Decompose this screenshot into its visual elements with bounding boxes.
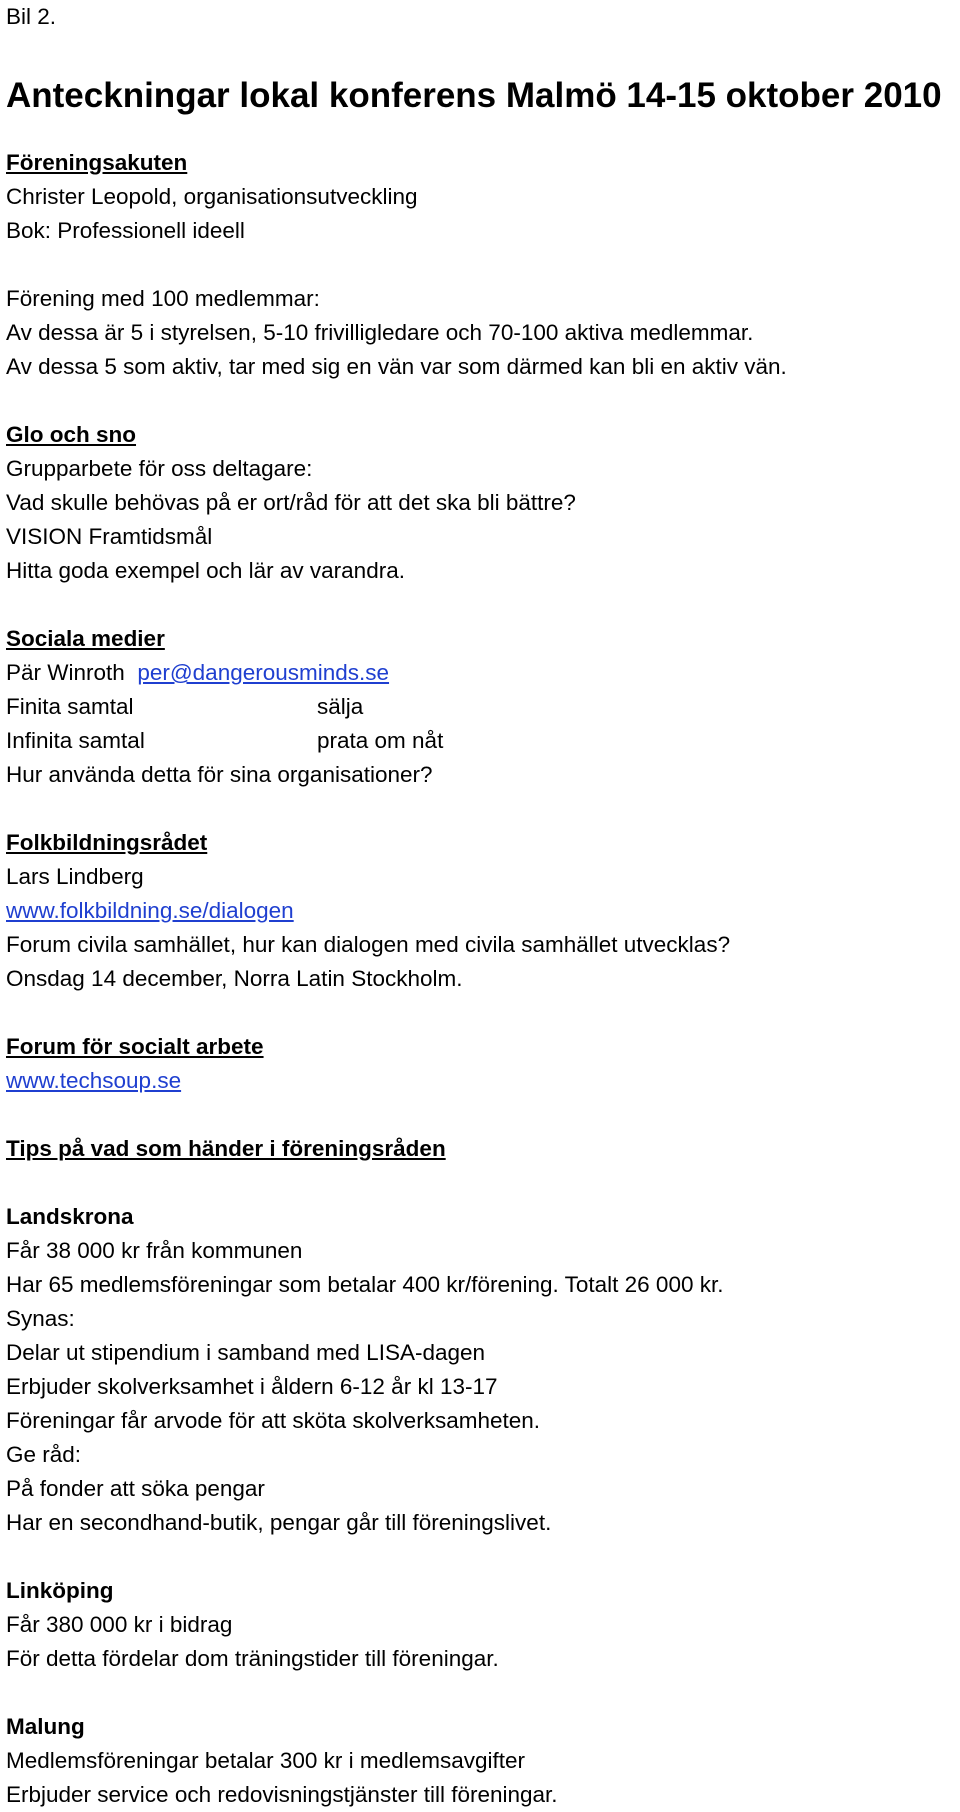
text-line: Får 380 000 kr i bidrag [6,1612,233,1637]
section-heading-sociala-medier: Sociala medier [6,626,165,651]
text-line: Av dessa är 5 i styrelsen, 5-10 frivilligledare och 70-100 aktiva medlemmar. [6,320,754,345]
subheading-landskrona: Landskrona [6,1204,134,1229]
text-line: Förening med 100 medlemmar: [6,286,320,311]
row-left-text: Finita samtal [6,694,134,719]
text-line: Delar ut stipendium i samband med LISA-dagen [6,1340,486,1365]
text-line: Grupparbete för oss deltagare: [6,456,313,481]
blank-line [6,384,956,418]
section-heading-foreningsakuten: Föreningsakuten [6,150,188,175]
section-heading-glo-och-sno: Glo och sno [6,422,137,447]
text-line: Medlemsföreningar betalar 300 kr i medlemsavgifter [6,1748,525,1773]
text-line: Har en secondhand-butik, pengar går till föreningslivet. [6,1510,552,1535]
two-column-row [6,724,956,758]
section-heading-tips: Tips på vad som händer i föreningsråden [6,1136,446,1161]
blank-line [6,1098,956,1132]
text-line: Får 38 000 kr från kommunen [6,1238,303,1263]
subheading-malung: Malung [6,1714,85,1739]
blank-line [6,1676,956,1710]
document-page [6,0,956,1812]
text-line: Föreningar får arvode för att sköta skolverksamheten. [6,1408,541,1433]
section-heading-forum: Forum för socialt arbete [6,1034,264,1059]
text-line: Onsdag 14 december, Norra Latin Stockholm. [6,966,463,991]
techsoup-link[interactable]: www.techsoup.se [6,1068,182,1093]
folkbildning-link[interactable]: www.folkbildning.se/dialogen [6,898,294,923]
two-column-row [6,690,956,724]
text-line: Av dessa 5 som aktiv, tar med sig en vän var som därmed kan bli en aktiv vän. [6,354,787,379]
blank-line [6,588,956,622]
document-title: Anteckningar lokal konferens Malmö 14-15 oktober 2010 [6,76,942,115]
contact-person: Lars Lindberg [6,864,144,889]
text-line: Har 65 medlemsföreningar som betalar 400 kr/förening. Totalt 26 000 kr. [6,1272,724,1297]
contact-person: Pär Winroth [6,660,125,685]
text-line: Erbjuder skolverksamhet i åldern 6-12 år kl 13-17 [6,1374,498,1399]
text-line: Bok: Professionell ideell [6,218,245,243]
text-line: Hitta goda exempel och lär av varandra. [6,558,405,583]
blank-line [6,1166,956,1200]
row-right-text: prata om nåt [317,728,444,753]
text-line: Ge råd: [6,1442,82,1467]
subheading-linkoping: Linköping [6,1578,114,1603]
attachment-label: Bil 2. [6,4,57,29]
text-line: Erbjuder service och redovisningstjänster till föreningar. [6,1782,558,1807]
blank-line [6,1540,956,1574]
section-heading-folkbildningsradet: Folkbildningsrådet [6,830,208,855]
text-line: Christer Leopold, organisationsutveckling [6,184,418,209]
text-line: VISION Framtidsmål [6,524,213,549]
text-line: På fonder att söka pengar [6,1476,265,1501]
text-line: Vad skulle behövas på er ort/råd för att det ska bli bättre? [6,490,576,515]
row-left-text: Infinita samtal [6,728,145,753]
email-link[interactable]: per@dangerousminds.se [137,660,390,685]
row-right-text: sälja [317,694,364,719]
contact-line [6,656,956,690]
blank-line [6,996,956,1030]
text-line: Forum civila samhället, hur kan dialogen med civila samhället utvecklas? [6,932,731,957]
text-line: Synas: [6,1306,75,1331]
text-line: Hur använda detta för sina organisationer? [6,762,433,787]
blank-line [6,248,956,282]
text-line: För detta fördelar dom träningstider till föreningar. [6,1646,499,1671]
blank-line [6,792,956,826]
